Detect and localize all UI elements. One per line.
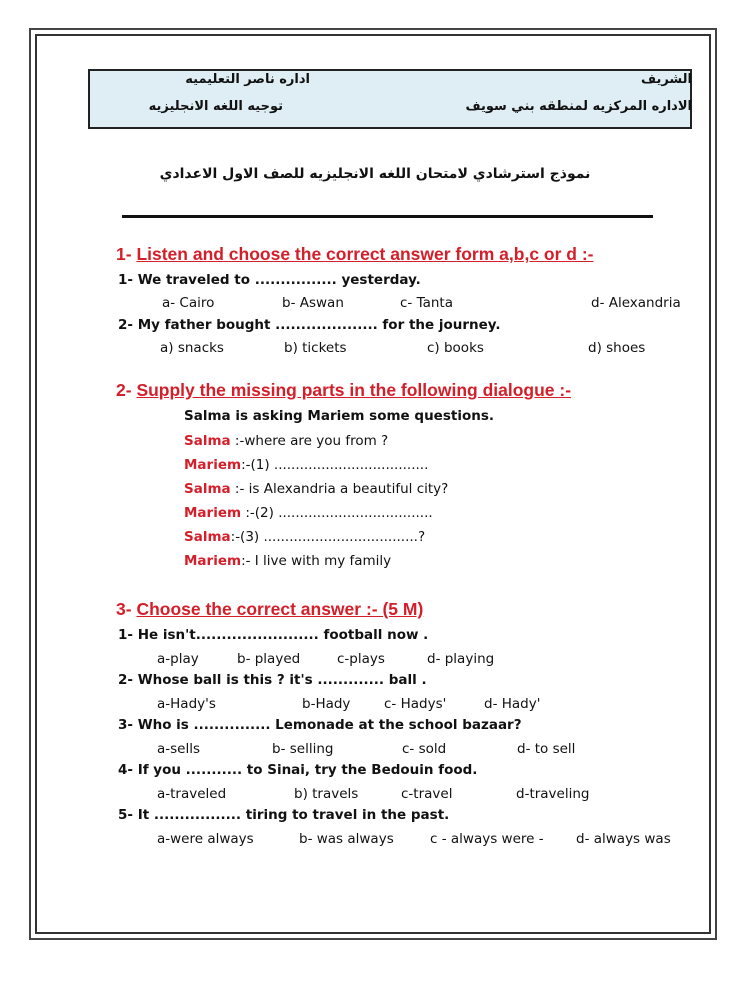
dialogue-line-6: [184, 553, 391, 569]
s3-q4-option-d: d-traveling: [516, 786, 590, 802]
s1-q2-option-b: b) tickets: [284, 340, 347, 356]
dialogue-speaker: Mariem: [184, 505, 242, 521]
s1-q1-option-d: d- Alexandria: [591, 295, 681, 311]
s3-q2-option-b: b-Hady: [302, 696, 351, 712]
dialogue-line-4: [184, 505, 433, 521]
section3-title: Choose the correct answer :- (5 M): [136, 599, 424, 619]
title-divider: [122, 215, 653, 218]
s1-q1-option-a: a- Cairo: [162, 295, 215, 311]
s3-q3-option-d: d- to sell: [517, 741, 576, 757]
dialogue-intro: Salma is asking Mariem some questions.: [184, 408, 495, 424]
s1-question-2: 2- My father bought .................... for the journey.: [118, 317, 501, 333]
s1-q1-option-c: c- Tanta: [400, 295, 453, 311]
s1-q2-option-a: a) snacks: [160, 340, 224, 356]
section1-heading: [116, 244, 593, 265]
exam-title: نموذج استرشادي لامتحان اللغه الانجليزيه للصف الاول الاعدادي: [159, 166, 591, 182]
s3-q5-option-d: d- always was: [576, 831, 671, 847]
s3-q2-option-a: a-Hady's: [157, 696, 216, 712]
dialogue-text: :- is Alexandria a beautiful city?: [230, 481, 449, 497]
header-top-right: الشريف: [640, 72, 692, 87]
s3-q1-option-a: a-play: [157, 651, 199, 667]
s3-q3-option-c: c- sold: [402, 741, 447, 757]
header-bottom-left: توجيه اللغه الانجليزيه: [148, 99, 283, 114]
section2-title: Supply the missing parts in the following dialogue :-: [136, 380, 572, 400]
s3-question-4: 4- If you ........... to Sinai, try the Bedouin food.: [118, 762, 478, 778]
s3-q1-option-d: d- playing: [427, 651, 495, 667]
s3-q5-option-b: b- was always: [299, 831, 394, 847]
dialogue-line-1: [184, 433, 388, 449]
dialogue-speaker: Salma: [184, 529, 231, 545]
s3-q3-option-b: b- selling: [272, 741, 334, 757]
dialogue-text: :- I live with my family: [241, 553, 392, 569]
section1-title: Listen and choose the correct answer form a,b,c or d :-: [136, 244, 594, 264]
s3-q5-option-a: a-were always: [157, 831, 254, 847]
dialogue-line-2: [184, 457, 428, 473]
dialogue-text: :-where are you from ?: [230, 433, 389, 449]
s3-question-5: 5- It ................. tiring to travel in the past.: [118, 807, 450, 823]
dialogue-text: :-(1) ....................................: [241, 457, 429, 473]
dialogue-line-5: [184, 529, 425, 545]
s3-question-3: 3- Who is ............... Lemonade at the school bazaar?: [118, 717, 522, 733]
dialogue-speaker: Salma: [184, 481, 231, 497]
dialogue-text: :-(2) ....................................: [241, 505, 433, 521]
dialogue-speaker: Mariem: [184, 457, 242, 473]
dialogue-speaker: Salma: [184, 433, 231, 449]
s3-q5-option-c: c - always were -: [430, 831, 544, 847]
dialogue-line-3: [184, 481, 448, 497]
section1-number: 1-: [116, 244, 137, 264]
s3-q1-option-b: b- played: [237, 651, 301, 667]
s3-q2-option-d: d- Hady': [484, 696, 541, 712]
section3-number: 3-: [116, 599, 137, 619]
section2-heading: [116, 380, 571, 401]
s3-q3-option-a: a-sells: [157, 741, 201, 757]
s3-q4-option-c: c-travel: [401, 786, 453, 802]
s1-q2-option-c: c) books: [427, 340, 484, 356]
header-bottom-right: الاداره المركزيه لمنطقه بني سويف: [465, 99, 692, 114]
s1-q2-option-d: d) shoes: [588, 340, 646, 356]
s3-question-2: 2- Whose ball is this ? it's ............. ball .: [118, 672, 427, 688]
header-top-left: اداره ناصر التعليميه: [185, 72, 310, 87]
s1-q1-option-b: b- Aswan: [282, 295, 344, 311]
s3-q4-option-b: b) travels: [294, 786, 359, 802]
s3-q4-option-a: a-traveled: [157, 786, 227, 802]
s3-q1-option-c: c-plays: [337, 651, 385, 667]
dialogue-text: :-(3) ....................................?: [230, 529, 426, 545]
dialogue-speaker: Mariem: [184, 553, 242, 569]
section3-heading: [116, 599, 423, 620]
s3-question-1: 1- He isn't........................ football now .: [118, 627, 429, 643]
s1-question-1: 1- We traveled to ................ yesterday.: [118, 272, 421, 288]
s3-q2-option-c: c- Hadys': [384, 696, 447, 712]
section2-number: 2-: [116, 380, 137, 400]
